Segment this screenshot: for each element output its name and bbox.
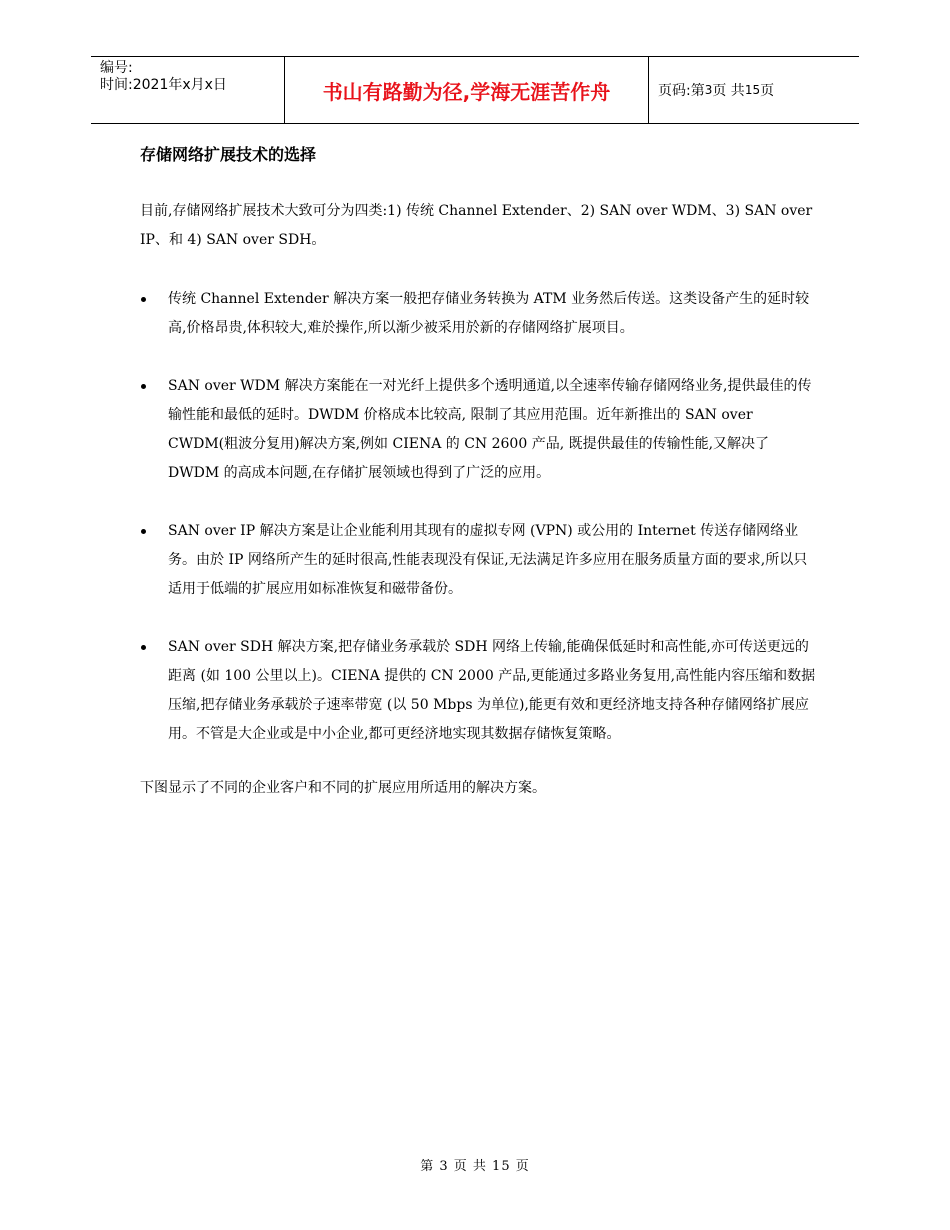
closing-paragraph: 下图显示了不同的企业客户和不同的扩展应用所适用的解决方案。 bbox=[140, 780, 546, 796]
solution-list bbox=[140, 285, 820, 749]
bullet-icon bbox=[141, 297, 146, 302]
list-item bbox=[140, 372, 820, 488]
document-body bbox=[140, 142, 820, 803]
bullet-icon bbox=[141, 529, 146, 534]
intro-paragraph: 目前,存储网络扩展技术大致可分为四类:1) 传统 Channel Extender、2) SAN over WDM、3) SAN over IP、和 4) SAN over SDH。 bbox=[140, 203, 813, 248]
header-motto: 书山有路勤为径,学海无涯苦作舟 bbox=[285, 57, 649, 123]
number-label: 编号: bbox=[100, 60, 133, 76]
time-label: 时间:2021年x月x日 bbox=[100, 77, 227, 93]
page-prefix: 页码:第 bbox=[658, 83, 705, 99]
page-num: 3 bbox=[704, 83, 713, 97]
bullet-icon bbox=[141, 645, 146, 650]
list-item bbox=[140, 517, 820, 604]
header-page-number bbox=[649, 57, 859, 123]
list-item-text: SAN over IP 解决方案是让企业能利用其现有的虚拟专网 (VPN) 或公用的 Internet 传送存储网络业务。由於 IP 网络所产生的延时很高,性能表现没有保证,无法满足许多应用在服务质量方面的要求,所以只适用于低端的扩展应用如标准恢复和磁带备份。 bbox=[168, 523, 808, 597]
page-suffix: 页 bbox=[760, 83, 775, 99]
page-mid: 页 共 bbox=[712, 83, 745, 99]
list-item bbox=[140, 633, 820, 749]
list-item-text: SAN over SDH 解决方案,把存储业务承载於 SDH 网络上传输,能确保低延时和高性能,亦可传送更远的距离 (如 100 公里以上)。CIENA 提供的 CN 2000 产品,更能通过多路业务复用,高性能内容压缩和数据压缩,把存储业务承载於子速率带宽 (以 50 Mbps 为单位),能更有效和更经济地支持各种存储网络扩展应用。不管是大企业或是中小企业,都可更经济地实现其数据存储恢复策略。 bbox=[168, 639, 816, 742]
page-footer: 第 3 页 共 15 页 bbox=[420, 1159, 530, 1174]
list-item bbox=[140, 285, 820, 343]
section-heading: 存储网络扩展技术的选择 bbox=[140, 145, 317, 164]
header-meta bbox=[91, 57, 285, 123]
list-item-text: SAN over WDM 解决方案能在一对光纤上提供多个透明通道,以全速率传输存储网络业务,提供最佳的传输性能和最低的延时。DWDM 价格成本比较高, 限制了其应用范围。近年新推出的 SAN over CWDM(粗波分复用)解决方案,例如 CIENA 的 CN 2600 产品, 既提供最佳的传输性能,又解决了 DWDM 的高成本问题,在存储扩展领域也得到了广泛的应用。 bbox=[168, 378, 812, 481]
list-item-text: 传统 Channel Extender 解决方案一般把存储业务转换为 ATM 业务然后传送。这类设备产生的延时较高,价格昂贵,体积较大,难於操作,所以渐少被采用於新的存储网络扩展项目。 bbox=[168, 291, 810, 336]
page-header bbox=[91, 56, 859, 124]
page-total: 15 bbox=[744, 83, 761, 97]
bullet-icon bbox=[141, 384, 146, 389]
